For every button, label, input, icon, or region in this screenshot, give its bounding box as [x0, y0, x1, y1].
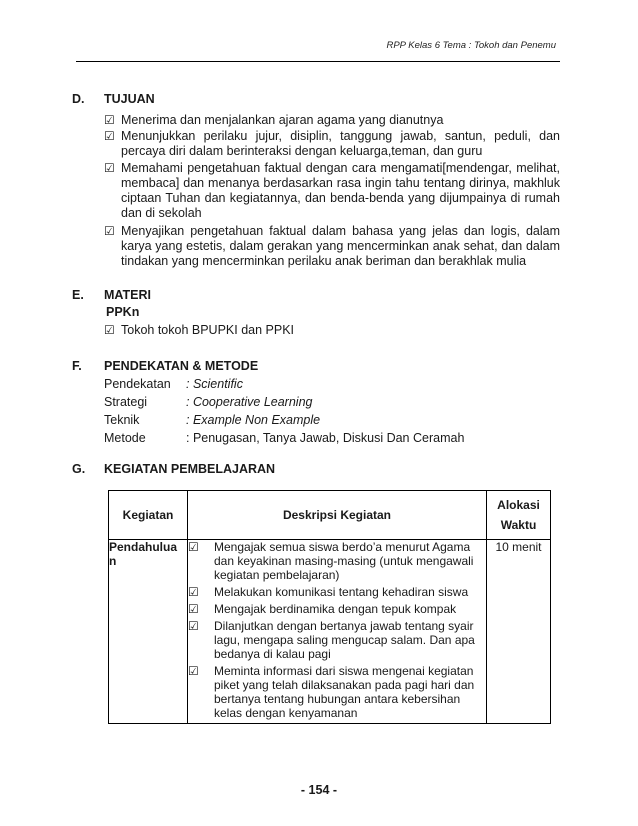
section-e-title: MATERI [104, 288, 151, 302]
method-value: : Cooperative Learning [186, 395, 313, 409]
kegiatan-cell [109, 540, 188, 724]
checkbox-icon: ☑ [104, 224, 115, 238]
deskripsi-cell [188, 540, 487, 724]
kegiatan-name-line1: Pendahulua [109, 540, 178, 554]
method-value: : Penugasan, Tanya Jawab, Diskusi Dan Ceramah [186, 431, 465, 445]
checkbox-icon: ☑ [104, 323, 115, 337]
section-g-letter: G. [72, 462, 86, 476]
section-d-letter: D. [72, 92, 85, 106]
checkbox-icon: ☑ [188, 602, 199, 616]
header-kegiatan: Kegiatan [109, 491, 188, 540]
checkbox-icon: ☑ [104, 161, 115, 175]
method-label: Pendekatan [104, 377, 171, 391]
header-deskripsi: Deskripsi Kegiatan [188, 491, 487, 540]
tujuan-item [104, 129, 560, 159]
checkbox-icon: ☑ [104, 113, 115, 127]
tujuan-text: Menyajikan pengetahuan faktual dalam bahasa yang jelas dan logis, dalam karya yang estetis, dalam gerakan yang mencerminkan anak sehat, dan dalam tindakan yang mencerminkan perilaku anak beriman dan berakhlak mulia [121, 224, 560, 268]
table-row [109, 540, 551, 724]
section-f-title: PENDEKATAN & METODE [104, 359, 259, 373]
running-header: RPP Kelas 6 Tema : Tokoh dan Penemu [386, 40, 556, 51]
materi-item [104, 323, 560, 338]
kegiatan-name-line2: n [109, 554, 117, 568]
activity-text: Mengajak berdinamika dengan tepuk kompak [214, 602, 457, 616]
subject-label: PPKn [106, 305, 140, 319]
activity-item [188, 664, 486, 720]
activity-text: Melakukan komunikasi tentang kehadiran siswa [214, 585, 469, 599]
activity-text: Dilanjutkan dengan bertanya jawab tentang syair lagu, mengapa saling mengucap salam. Dan apa bedanya di kalau pagi [214, 619, 475, 661]
checkbox-icon: ☑ [104, 129, 115, 143]
checkbox-icon: ☑ [188, 619, 199, 633]
checkbox-icon: ☑ [188, 585, 199, 599]
activity-text: Mengajak semua siswa berdo’a menurut Agama dan keyakinan masing-masing (untuk mengawali kegiatan pembelajaran) [214, 540, 474, 582]
tujuan-text: Menerima dan menjalankan ajaran agama yang dianutnya [121, 113, 444, 127]
activity-text: Meminta informasi dari siswa mengenai kegiatan piket yang telah dilaksanakan pada pagi hari dan bertanya tentang hubungan antara kebersihan kelas dengan kenyamanan [214, 664, 475, 720]
header-alokasi: Alokasi [497, 498, 540, 512]
section-g-title: KEGIATAN PEMBELAJARAN [104, 462, 276, 476]
header-waktu: Waktu [500, 518, 537, 532]
header-rule [76, 61, 560, 62]
method-label: Strategi [104, 395, 148, 409]
waktu-cell: 10 menit [487, 540, 551, 724]
tujuan-item [104, 161, 560, 221]
activity-item [188, 540, 486, 582]
activity-item [188, 602, 486, 616]
checkbox-icon: ☑ [188, 540, 199, 554]
method-value: : Example Non Example [186, 413, 321, 427]
tujuan-item [104, 113, 560, 128]
section-e-heading [72, 288, 151, 302]
method-value: : Scientific [186, 377, 243, 391]
method-label: Metode [104, 431, 146, 445]
section-f-letter: F. [72, 359, 82, 373]
section-e-letter: E. [72, 288, 84, 302]
kegiatan-table [108, 490, 551, 724]
method-label: Teknik [104, 413, 140, 427]
section-f-heading [72, 359, 258, 373]
checkbox-icon: ☑ [188, 664, 199, 678]
section-d-title: TUJUAN [104, 92, 155, 106]
tujuan-text: Menunjukkan perilaku jujur, disiplin, tanggung jawab, santun, peduli, dan percaya diri dalam berinteraksi dengan keluarga,teman, dan guru [121, 129, 560, 158]
section-d-heading [72, 92, 155, 106]
table-header-row [109, 491, 551, 540]
tujuan-item [104, 224, 560, 269]
header-alokasi-waktu [487, 491, 551, 540]
page-number: - 154 - [300, 783, 338, 797]
tujuan-text: Memahami pengetahuan faktual dengan cara mengamati[mendengar, melihat, membaca] dan menanya berdasarkan rasa ingin tahu tentang dirinya, makhluk ciptaan Tuhan dan kegiatannya, dan benda-benda yang dijumpainya di rumah dan di sekolah [121, 161, 560, 220]
activity-item [188, 585, 486, 599]
section-g-heading [72, 462, 275, 476]
materi-text: Tokoh tokoh BPUPKI dan PPKI [121, 323, 295, 337]
activity-item [188, 619, 486, 661]
